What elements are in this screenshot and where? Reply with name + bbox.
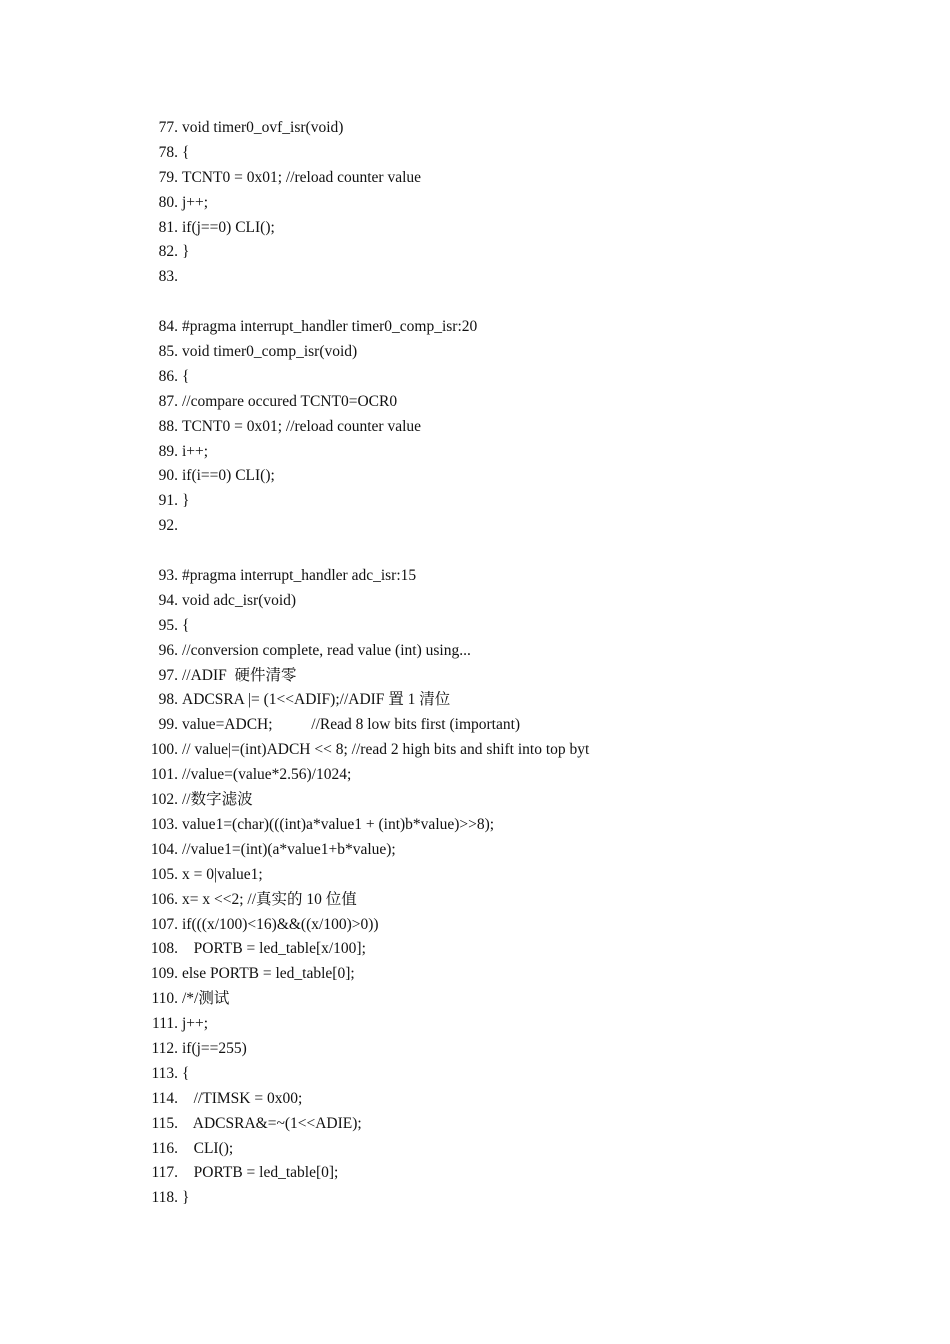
code-line [0, 1112, 950, 1137]
code-text: j++; [182, 193, 209, 211]
code-listing [0, 116, 950, 1211]
code-line [0, 614, 950, 639]
line-number: 110. [151, 990, 178, 1008]
code-text: { [182, 616, 190, 634]
code-text: { [182, 1064, 190, 1082]
line-number: 100. [150, 741, 178, 759]
line-number: 97. [158, 666, 178, 684]
line-number: 112. [151, 1039, 178, 1057]
code-text: #pragma interrupt_handler timer0_comp_isr:20 [182, 318, 478, 336]
code-line [0, 1037, 950, 1062]
line-number: 108. [150, 940, 178, 958]
line-number: 87. [158, 392, 178, 410]
code-text: x = 0|value1; [182, 865, 263, 883]
code-line [0, 888, 950, 913]
code-text: //ADIF 硬件清零 [182, 666, 297, 684]
code-line [0, 1161, 950, 1186]
code-text: //conversion complete, read value (int) using... [182, 641, 471, 659]
code-line [0, 1137, 950, 1162]
code-text: //value=(value*2.56)/1024; [182, 766, 352, 784]
line-number: 79. [158, 168, 178, 186]
line-number: 81. [158, 218, 178, 236]
code-line [0, 415, 950, 440]
code-line [0, 863, 950, 888]
code-line [0, 589, 950, 614]
code-line [0, 788, 950, 813]
code-line [0, 141, 950, 166]
line-number: 116. [151, 1139, 178, 1157]
line-number: 82. [158, 243, 178, 261]
code-line [0, 440, 950, 465]
code-text: if(i==0) CLI(); [182, 467, 275, 485]
code-line [0, 1062, 950, 1087]
code-text: ADCSRA&=~(1<<ADIE); [182, 1114, 362, 1132]
code-text: CLI(); [182, 1139, 234, 1157]
code-text: value=ADCH; //Read 8 low bits first (important) [182, 716, 521, 734]
line-number: 106. [150, 890, 178, 908]
code-line [0, 315, 950, 340]
line-number: 99. [158, 716, 178, 734]
line-number: 83. [158, 268, 178, 286]
code-text: PORTB = led_table[0]; [182, 1164, 339, 1182]
code-text: x= x <<2; //真实的 10 位值 [182, 890, 357, 908]
code-line [0, 688, 950, 713]
code-text: else PORTB = led_table[0]; [182, 965, 355, 983]
code-text: //TIMSK = 0x00; [182, 1089, 303, 1107]
code-text: { [182, 143, 190, 161]
code-line [0, 340, 950, 365]
line-number: 92. [158, 517, 178, 535]
line-number: 94. [158, 591, 178, 609]
code-line [0, 216, 950, 241]
code-line [0, 116, 950, 141]
code-line [0, 987, 950, 1012]
code-text: //数字滤波 [182, 791, 253, 809]
code-line [0, 265, 950, 290]
line-number: 115. [151, 1114, 178, 1132]
line-number: 113. [151, 1064, 178, 1082]
code-line [0, 738, 950, 763]
code-line [0, 290, 950, 315]
line-number: 109. [150, 965, 178, 983]
code-line [0, 838, 950, 863]
code-line [0, 240, 950, 265]
code-line [0, 913, 950, 938]
code-text: //compare occured TCNT0=OCR0 [182, 392, 398, 410]
code-line [0, 763, 950, 788]
code-text: } [182, 1189, 190, 1207]
code-line [0, 365, 950, 390]
line-number: 107. [150, 915, 178, 933]
code-text: { [182, 367, 190, 385]
line-number: 98. [158, 691, 178, 709]
code-line [0, 539, 950, 564]
code-line [0, 464, 950, 489]
code-text: // value|=(int)ADCH << 8; //read 2 high bits and shift into top byt [182, 741, 590, 759]
code-line [0, 713, 950, 738]
code-text: TCNT0 = 0x01; //reload counter value [182, 168, 422, 186]
line-number: 78. [158, 143, 178, 161]
line-number: 84. [158, 318, 178, 336]
line-number: 105. [150, 865, 178, 883]
code-text: ADCSRA |= (1<<ADIF);//ADIF 置 1 清位 [182, 691, 451, 709]
line-number: 118. [151, 1189, 178, 1207]
code-line [0, 664, 950, 689]
line-number: 96. [158, 641, 178, 659]
line-number: 101. [150, 766, 178, 784]
code-text: if(j==0) CLI(); [182, 218, 275, 236]
code-line [0, 166, 950, 191]
code-text: TCNT0 = 0x01; //reload counter value [182, 417, 422, 435]
line-number: 86. [158, 367, 178, 385]
code-text: PORTB = led_table[x/100]; [182, 940, 366, 958]
code-text: value1=(char)(((int)a*value1 + (int)b*value)>>8); [182, 815, 495, 833]
line-number: 90. [158, 467, 178, 485]
code-line [0, 1087, 950, 1112]
line-number: 117. [151, 1164, 178, 1182]
code-line [0, 514, 950, 539]
code-line [0, 1186, 950, 1211]
code-line [0, 489, 950, 514]
code-line [0, 1012, 950, 1037]
line-number: 85. [158, 343, 178, 361]
code-text: j++; [182, 1015, 209, 1033]
line-number: 114. [151, 1089, 178, 1107]
code-line [0, 962, 950, 987]
code-text: } [182, 243, 190, 261]
line-number: 93. [158, 567, 178, 585]
code-text: void timer0_ovf_isr(void) [182, 119, 344, 136]
line-number: 95. [158, 616, 178, 634]
code-text: //value1=(int)(a*value1+b*value); [182, 840, 396, 858]
code-line [0, 564, 950, 589]
code-text: /*/测试 [182, 990, 230, 1008]
code-text: #pragma interrupt_handler adc_isr:15 [182, 567, 417, 585]
code-line [0, 813, 950, 838]
code-text: void timer0_comp_isr(void) [182, 343, 358, 361]
line-number: 104. [150, 840, 178, 858]
line-number: 103. [150, 815, 178, 833]
code-text: i++; [182, 442, 209, 460]
line-number: 91. [158, 492, 178, 510]
code-text: void adc_isr(void) [182, 591, 297, 609]
code-line [0, 191, 950, 216]
code-line [0, 390, 950, 415]
line-number: 111. [152, 1015, 178, 1033]
line-number: 89. [158, 442, 178, 460]
code-text: if(((x/100)<16)&&((x/100)>0)) [182, 915, 379, 933]
code-line [0, 639, 950, 664]
code-text: if(j==255) [182, 1039, 247, 1057]
line-number: 77. [158, 119, 178, 136]
line-number: 102. [150, 791, 178, 809]
code-text: } [182, 492, 190, 510]
line-number: 80. [158, 193, 178, 211]
code-line [0, 937, 950, 962]
line-number: 88. [158, 417, 178, 435]
